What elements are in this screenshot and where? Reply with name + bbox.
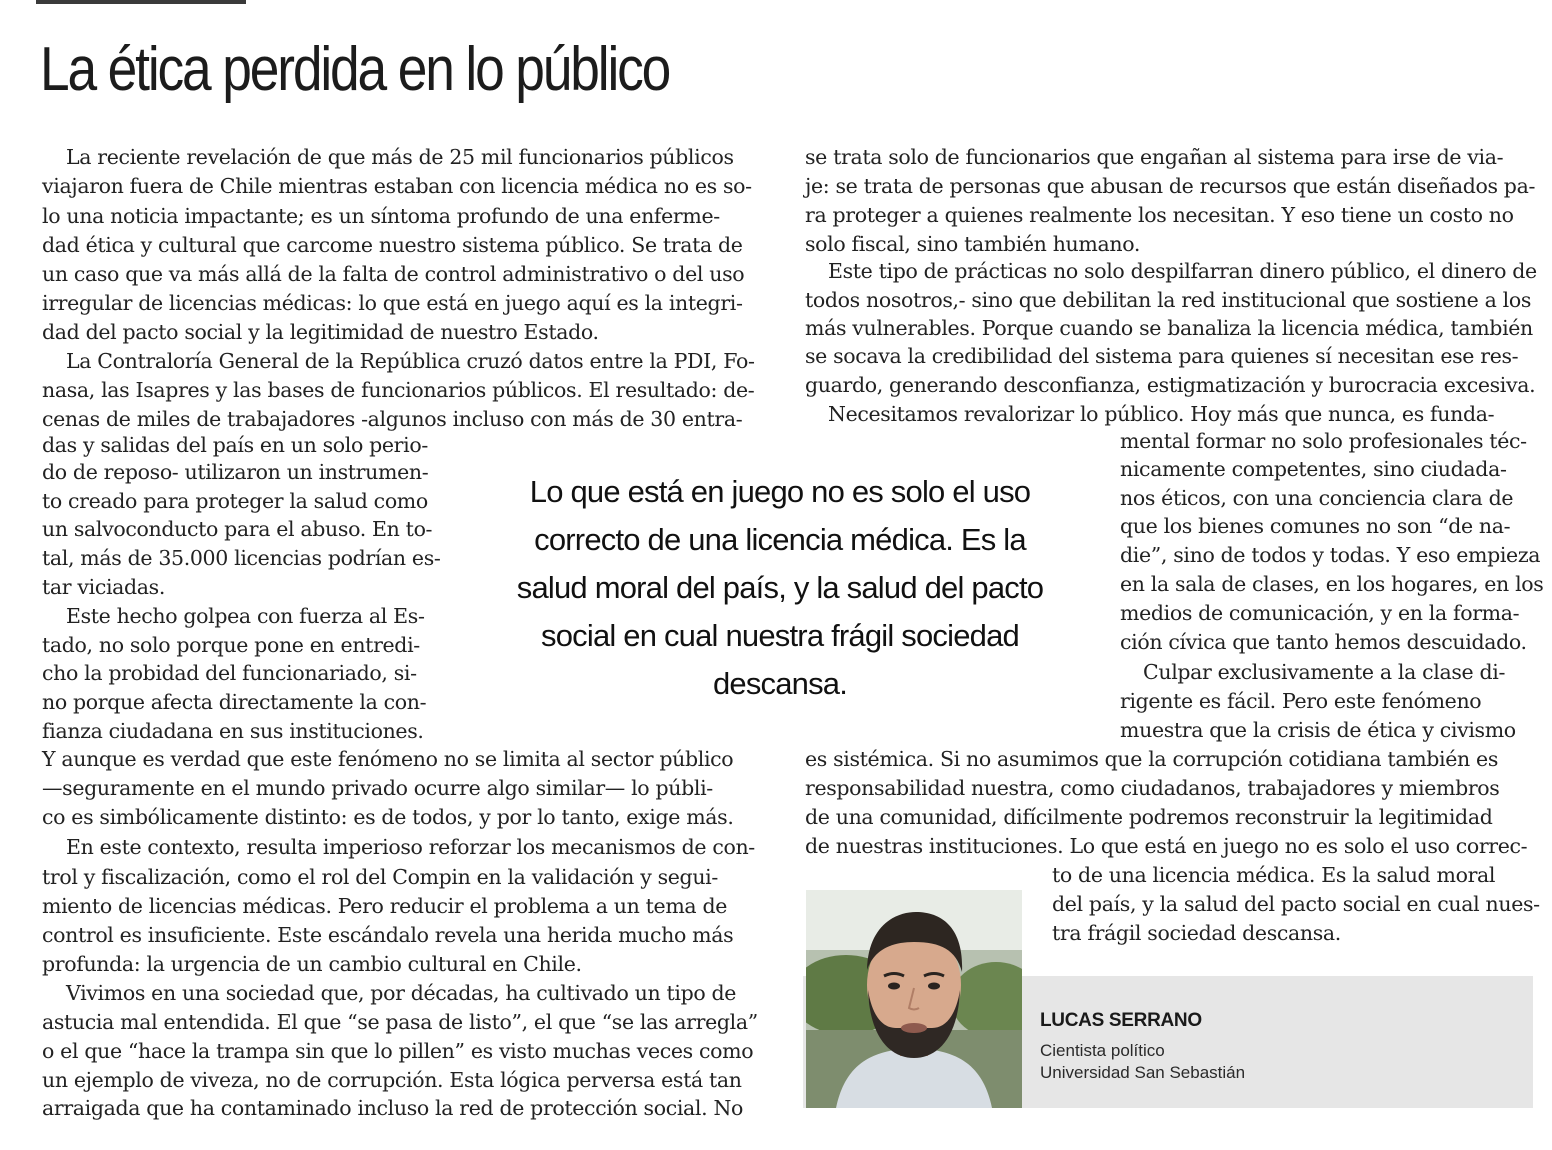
pull-quote-line: correcto de una licencia médica. Es la [534,522,1026,557]
author-photo [806,890,1022,1108]
text-line: Este tipo de prácticas no solo despilfarran dinero público, el dinero de [828,259,1537,283]
text-line: responsabilidad nuestra, como ciudadanos, trabajadores y miembros [805,776,1500,800]
text-line: cenas de miles de trabajadores -algunos incluso con más de 30 entra- [42,407,743,431]
text-line: Este hecho golpea con fuerza al Es- [66,604,425,628]
text-line: se socava la credibilidad del sistema para quienes sí necesitan ese res- [805,344,1519,368]
text-line: to creado para proteger la salud como [42,489,428,513]
text-line: fianza ciudadana en sus instituciones. [42,719,424,743]
pull-quote-line: salud moral del país, y la salud del pacto [516,570,1044,605]
pull-quote [495,468,1065,708]
author-portrait-illustration [806,890,1022,1108]
text-line: todos nosotros,- sino que debilitan la red institucional que sostiene a los [805,288,1531,312]
text-line: dad del pacto social y la legitimidad de nuestro Estado. [42,320,599,344]
text-line: cho la probidad del funcionariado, si- [42,661,417,685]
text-line: medios de comunicación, y en la forma- [1120,601,1520,625]
text-line: irregular de licencias médicas: lo que está en juego aquí es la integri- [42,291,743,315]
text-line: solo fiscal, sino también humano. [805,232,1141,256]
text-line: más vulnerables. Porque cuando se banaliza la licencia médica, también [805,316,1533,340]
headline: La ética perdida en lo público [40,35,670,104]
text-line: tra frágil sociedad descansa. [1052,921,1341,945]
top-rule [36,0,246,4]
text-line: die”, sino de todos y todas. Y eso empieza [1120,543,1541,567]
text-line: miento de licencias médicas. Pero reducir el problema a un tema de [42,894,728,918]
pull-quote-line: Lo que está en juego no es solo el uso [529,474,1031,509]
text-line: de una comunidad, difícilmente podremos reconstruir la legitimidad [805,805,1493,829]
text-line: un caso que va más allá de la falta de control administrativo o del uso [42,262,745,286]
text-line: to de una licencia médica. Es la salud moral [1052,863,1496,887]
text-line: rigente es fácil. Pero este fenómeno [1120,689,1482,713]
text-line: tal, más de 35.000 licencias podrían es- [42,546,441,570]
text-line: un ejemplo de viveza, no de corrupción. Esta lógica perversa está tan [42,1068,742,1092]
text-line: ción cívica que tanto hemos descuidado. [1120,630,1527,654]
author-affiliation: Universidad San Sebastián [1040,1063,1246,1082]
text-line: mental formar no solo profesionales téc- [1120,429,1527,453]
text-line: dad ética y cultural que carcome nuestro sistema público. Se trata de [42,233,743,257]
pull-quote-line: social en cual nuestra frágil sociedad [541,618,1019,653]
text-line: que los bienes comunes no son “de na- [1120,514,1511,538]
text-line: ra proteger a quienes realmente los necesitan. Y eso tiene un costo no [805,203,1514,227]
text-line: profunda: la urgencia de un cambio cultural en Chile. [42,952,582,976]
text-line: La reciente revelación de que más de 25 mil funcionarios públicos [66,145,734,169]
text-line: tar viciadas. [42,575,166,599]
text-line: Necesitamos revalorizar lo público. Hoy más que nunca, es funda- [828,402,1495,426]
text-line: se trata solo de funcionarios que engañan al sistema para irse de via- [805,145,1504,169]
text-line: o el que “hace la trampa sin que lo pillen” es visto muchas veces como [42,1039,754,1063]
text-line: muestra que la crisis de ética y civismo [1120,718,1516,742]
text-line: do de reposo- utilizaron un instrumen- [42,460,429,484]
text-line: un salvoconducto para el abuso. En to- [42,517,433,541]
text-line: lo una noticia impactante; es un síntoma profundo de una enferme- [42,204,720,228]
text-line: trol y fiscalización, como el rol del Compin en la validación y segui- [42,865,718,889]
text-line: viajaron fuera de Chile mientras estaban con licencia médica no es so- [42,174,752,198]
text-line: —seguramente en el mundo privado ocurre algo similar— lo públi- [42,776,713,800]
text-line: astucia mal entendida. El que “se pasa de listo”, el que “se las arregla” [42,1010,758,1034]
text-line: en la sala de clases, en los hogares, en los [1120,572,1544,596]
text-line: nos éticos, con una conciencia clara de [1120,486,1514,510]
author-role: Cientista político [1040,1041,1165,1060]
text-line: de nuestras instituciones. Lo que está en juego no es solo el uso correc- [805,834,1528,858]
text-line: Vivimos en una sociedad que, por décadas, ha cultivado un tipo de [66,981,737,1005]
text-line: no porque afecta directamente la con- [42,690,427,714]
text-line: guardo, generando desconfianza, estigmatización y burocracia excesiva. [805,373,1536,397]
text-line: je: se trata de personas que abusan de recursos que están diseñados pa- [805,174,1536,198]
pull-quote-line: descansa. [712,666,848,701]
text-line: del país, y la salud del pacto social en cual nues- [1052,892,1540,916]
text-line: La Contraloría General de la República cruzó datos entre la PDI, Fo- [66,349,755,373]
text-line: es sistémica. Si no asumimos que la corrupción cotidiana también es [805,747,1499,771]
text-line: co es simbólicamente distinto: es de todos, y por lo tanto, exige más. [42,805,734,829]
text-line: Y aunque es verdad que este fenómeno no se limita al sector público [42,747,734,771]
text-line: nicamente competentes, sino ciudada- [1120,457,1507,481]
text-line: das y salidas del país en un solo perio- [42,433,428,457]
text-line: tado, no solo porque pone en entredi- [42,633,420,657]
text-line: arraigada que ha contaminado incluso la red de protección social. No [42,1096,744,1120]
text-line: En este contexto, resulta imperioso reforzar los mecanismos de con- [66,835,755,859]
text-line: control es insuficiente. Este escándalo revela una herida mucho más [42,923,734,947]
author-name: LUCAS SERRANO [1040,1010,1202,1031]
text-line: nasa, las Isapres y las bases de funcionarios públicos. El resultado: de- [42,378,755,402]
text-line: Culpar exclusivamente a la clase di- [1143,660,1506,684]
